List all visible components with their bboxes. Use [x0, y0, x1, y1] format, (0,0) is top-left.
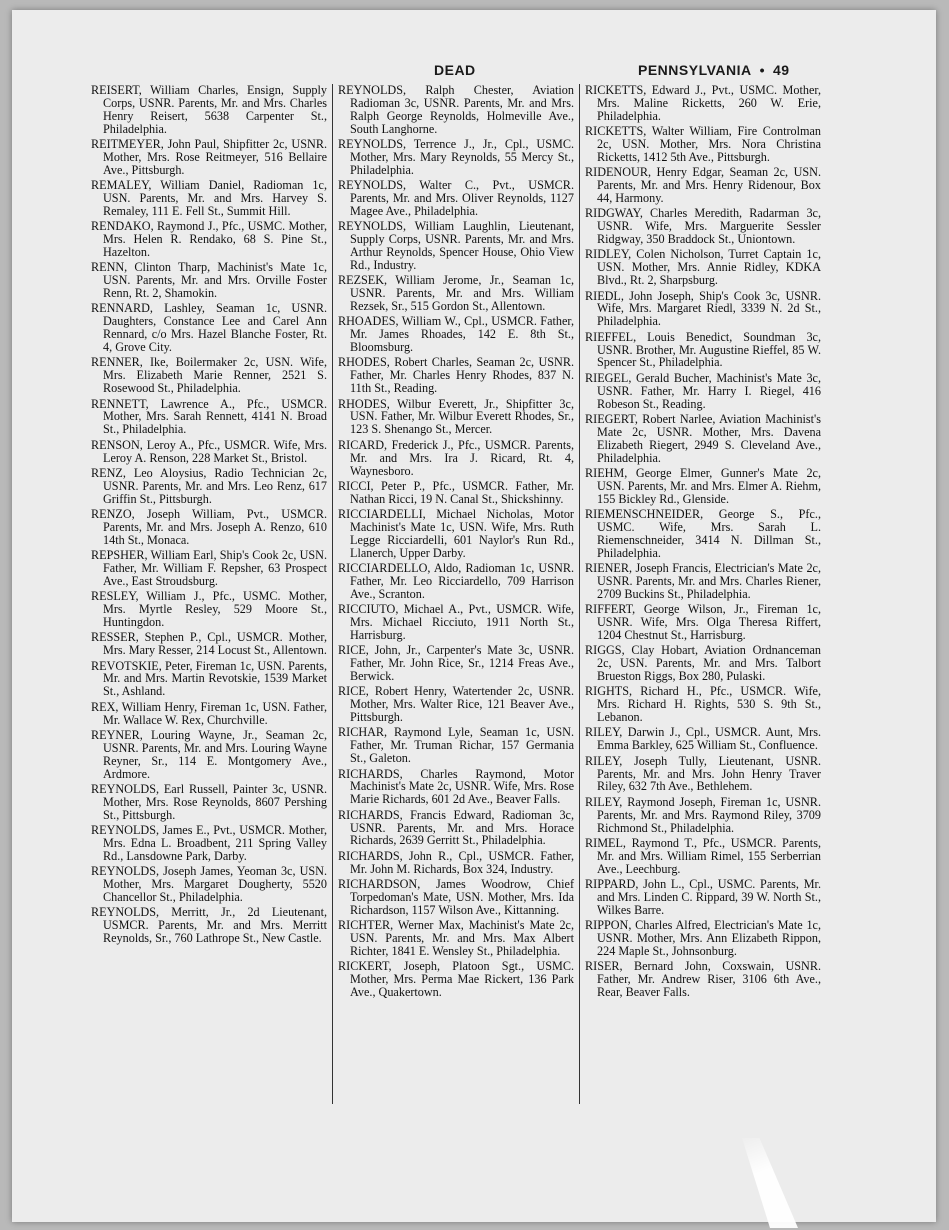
directory-entry: RENDAKO, Raymond J., Pfc., USMC. Mother, Mrs. Helen R. Rendako, 68 S. Pine St., Hazelton. [91, 219, 327, 260]
directory-entry: RICE, John, Jr., Carpenter's Mate 3c, USNR. Father, Mr. John Rice, Sr., 1214 Freas Ave., Berwick. [338, 643, 574, 684]
column-3 [579, 84, 826, 1104]
directory-entry: RICARD, Frederick J., Pfc., USMCR. Parents, Mr. and Mrs. Ira J. Ricard, Rt. 4, Waynesboro. [338, 437, 574, 478]
directory-entry: RICHTER, Werner Max, Machinist's Mate 2c, USN. Parents, Mr. and Mrs. Max Albert Richter, 1841 E. Wensley St., Philadelphia. [338, 918, 574, 958]
directory-entry: RICHARDS, Charles Raymond, Motor Machinist's Mate 2c, USNR. Wife, Mrs. Rose Marie Richards, 601 2d Ave., Beaver Falls. [338, 766, 574, 807]
page-number: 49 [773, 62, 790, 78]
directory-entry: RIEMENSCHNEIDER, George S., Pfc., USMC. Wife, Mrs. Sarah L. Riemenschneider, 3414 N. Dillman St., Philadelphia. [585, 507, 821, 560]
directory-entry: REYNOLDS, William Laughlin, Lieutenant, Supply Corps, USNR. Parents, Mr. and Mrs. Arthur Reynolds, Spencer House, Ohio View Rd., Industry. [338, 219, 574, 272]
directory-entry: RICCIARDELLO, Aldo, Radioman 1c, USNR. Father, Mr. Leo Ricciardello, 709 Harrison Ave., Scranton. [338, 561, 574, 601]
directory-entry: RICHARDS, Francis Edward, Radioman 3c, USNR. Parents, Mr. and Mrs. Horace Richards, 2639 Gerritt St., Philadelphia. [338, 807, 574, 848]
directory-entry: REYNOLDS, Ralph Chester, Aviation Radioman 3c, USNR. Parents, Mr. and Mrs. Ralph George Reynolds, Holmeville Ave., South Langhorne. [338, 84, 574, 136]
directory-entry: RICKETTS, Edward J., Pvt., USMC. Mother, Mrs. Maline Ricketts, 260 W. Erie, Philadelphia. [585, 84, 821, 123]
directory-entry: RIPPON, Charles Alfred, Electrician's Mate 1c, USNR. Mother, Mrs. Ann Elizabeth Rippon, 224 Maple St., Johnsonburg. [585, 918, 821, 958]
directory-entry: RENSON, Leroy A., Pfc., USMCR. Wife, Mrs. Leroy A. Renson, 228 Market St., Bristol. [91, 437, 327, 465]
directory-entry: RIGHTS, Richard H., Pfc., USMCR. Wife, Mrs. Richard H. Rights, 530 S. 9th St., Lebanon. [585, 684, 821, 725]
page-header [0, 58, 949, 82]
directory-entry: RIDLEY, Colen Nicholson, Turret Captain 1c, USN. Mother, Mrs. Annie Ridley, KDKA Blvd., Rt. 2, Sharpsburg. [585, 247, 821, 288]
directory-entry: RENNARD, Lashley, Seaman 1c, USNR. Daughters, Constance Lee and Carel Ann Rennard, c/o Mrs. Hazel Blanche Foster, Rt. 4, Grove City. [91, 301, 327, 355]
directory-entry: RENN, Clinton Tharp, Machinist's Mate 1c, USN. Parents, Mr. and Mrs. Orville Foster Renn, Rt. 2, Shamokin. [91, 260, 327, 301]
directory-entry: RILEY, Darwin J., Cpl., USMCR. Aunt, Mrs. Emma Barkley, 625 William St., Confluence. [585, 725, 821, 753]
directory-entry: RIEFFEL, Louis Benedict, Soundman 3c, USNR. Brother, Mr. Augustine Rieffel, 85 W. Spencer St., Philadelphia. [585, 329, 821, 370]
directory-entry: REYNOLDS, Terrence J., Jr., Cpl., USMC. Mother, Mrs. Mary Reynolds, 55 Mercy St., Philadelphia. [338, 137, 574, 177]
directory-entry: RIFFERT, George Wilson, Jr., Fireman 1c, USNR. Wife, Mrs. Olga Theresa Riffert, 1204 Chestnut St., Harrisburg. [585, 602, 821, 642]
directory-entry: REISERT, William Charles, Ensign, Supply Corps, USNR. Parents, Mr. and Mrs. Charles Henry Reisert, 5638 Carpenter St., Philadelphia. [91, 84, 327, 136]
directory-entry: RIEDL, John Joseph, Ship's Cook 3c, USNR. Wife, Mrs. Margaret Riedl, 3339 N. 2d St., Philadelphia. [585, 288, 821, 329]
directory-entry: REX, William Henry, Fireman 1c, USN. Father, Mr. Wallace W. Rex, Churchville. [91, 699, 327, 727]
directory-entry: RISER, Bernard John, Coxswain, USNR. Father, Mr. Andrew Riser, 3106 6th Ave., Rear, Beaver Falls. [585, 959, 821, 1000]
directory-entry: REITMEYER, John Paul, Shipfitter 2c, USNR. Mother, Mrs. Rose Reitmeyer, 516 Bellaire Ave., Pittsburgh. [91, 137, 327, 177]
directory-entry: RICHARDSON, James Woodrow, Chief Torpedoman's Mate, USN. Mother, Mrs. Ida Richardson, 1157 Wilson Ave., Kittanning. [338, 876, 574, 917]
directory-entry: REYNOLDS, Earl Russell, Painter 3c, USNR. Mother, Mrs. Rose Reynolds, 8607 Pershing St., Pittsburgh. [91, 781, 327, 822]
directory-entry: RICKERT, Joseph, Platoon Sgt., USMC. Mother, Mrs. Perma Mae Rickert, 136 Park Ave., Quakertown. [338, 959, 574, 1000]
directory-entry: REYNOLDS, Merritt, Jr., 2d Lieutenant, USMCR. Parents, Mr. and Mrs. Merritt Reynolds, Sr., 760 Lathrope St., New Castle. [91, 905, 327, 945]
state-name: PENNSYLVANIA [638, 62, 752, 78]
directory-entry: RILEY, Joseph Tully, Lieutenant, USNR. Parents, Mr. and Mrs. John Henry Traver Riley, 632 7th Ave., Bethlehem. [585, 753, 821, 794]
column-2 [332, 84, 579, 1104]
directory-entry: RIENER, Joseph Francis, Electrician's Mate 2c, USNR. Parents, Mr. and Mrs. Charles Riener, 2709 Buckins St., Philadelphia. [585, 561, 821, 601]
directory-entry: RICHAR, Raymond Lyle, Seaman 1c, USN. Father, Mr. Truman Richar, 157 Germania St., Galeton. [338, 725, 574, 766]
directory-entry: REYNOLDS, James E., Pvt., USMCR. Mother, Mrs. Edna L. Broadbent, 211 Spring Valley Rd., Lansdowne Park, Darby. [91, 822, 327, 863]
directory-entry: RESLEY, William J., Pfc., USMC. Mother, Mrs. Myrtle Resley, 529 Moore St., Huntingdon. [91, 589, 327, 630]
directory-entry: RICCIARDELLI, Michael Nicholas, Motor Machinist's Mate 1c, USN. Wife, Mrs. Ruth Legge Ricciardelli, 601 Naylor's Run Rd., Llanerch, Upper Darby. [338, 507, 574, 560]
directory-entry: RIDENOUR, Henry Edgar, Seaman 2c, USN. Parents, Mr. and Mrs. Henry Ridenour, Box 44, Harmony. [585, 165, 821, 206]
state-page-label [638, 62, 790, 78]
directory-entry: RICCI, Peter P., Pfc., USMCR. Father, Mr. Nathan Ricci, 19 N. Canal St., Shickshinny. [338, 478, 574, 506]
directory-entry: REYNOLDS, Joseph James, Yeoman 3c, USN. Mother, Mrs. Margaret Dougherty, 5520 Chancellor St., Philadelphia. [91, 864, 327, 904]
directory-entry: RHOADES, William W., Cpl., USMCR. Father, Mr. James Rhoades, 142 E. 8th St., Bloomsburg. [338, 314, 574, 355]
column-1 [86, 84, 332, 1104]
directory-entry: RICCIUTO, Michael A., Pvt., USMCR. Wife, Mrs. Michael Ricciuto, 1911 North St., Harrisburg. [338, 602, 574, 642]
directory-entry: REYNOLDS, Walter C., Pvt., USMCR. Parents, Mr. and Mrs. Oliver Reynolds, 1127 Magee Ave., Philadelphia. [338, 178, 574, 218]
directory-entry: RICKETTS, Walter William, Fire Controlman 2c, USN. Mother, Mrs. Nora Christina Ricketts, 1412 5th Ave., Pittsburgh. [585, 124, 821, 164]
directory-entry: REMALEY, William Daniel, Radioman 1c, USN. Parents, Mr. and Mrs. Harvey S. Remaley, 111 E. Fell St., Summit Hill. [91, 178, 327, 218]
directory-entry: REZSEK, William Jerome, Jr., Seaman 1c, USNR. Parents, Mr. and Mrs. William Rezsek, Sr., 515 Gordon St., Allentown. [338, 273, 574, 314]
directory-entry: RICE, Robert Henry, Watertender 2c, USNR. Mother, Mrs. Walter Rice, 121 Beaver Ave., Pittsburgh. [338, 684, 574, 725]
directory-entry: RENNER, Ike, Boilermaker 2c, USN. Wife, Mrs. Elizabeth Marie Renner, 2521 S. Rosewood St., Philadelphia. [91, 355, 327, 396]
directory-entry: RILEY, Raymond Joseph, Fireman 1c, USNR. Parents, Mr. and Mrs. Raymond Riley, 3709 Richmond St., Philadelphia. [585, 794, 821, 835]
directory-entry: RIMEL, Raymond T., Pfc., USMCR. Parents, Mr. and Mrs. William Rimel, 155 Serberrian Ave., Leechburg. [585, 835, 821, 876]
separator-dot: • [759, 62, 766, 78]
directory-entry: RIEHM, George Elmer, Gunner's Mate 2c, USN. Parents, Mr. and Mrs. Elmer A. Riehm, 155 Bickley Rd., Glenside. [585, 465, 821, 506]
directory-entry: RHODES, Robert Charles, Seaman 2c, USNR. Father, Mr. Charles Henry Rhodes, 837 N. 11th St., Reading. [338, 355, 574, 396]
directory-entry: RENZO, Joseph William, Pvt., USMCR. Parents, Mr. and Mrs. Joseph A. Renzo, 610 14th St., Monaca. [91, 507, 327, 547]
directory-entry: RIDGWAY, Charles Meredith, Radarman 3c, USNR. Wife, Mrs. Marguerite Sessler Ridgway, 350 Braddock St., Uniontown. [585, 206, 821, 247]
directory-entry: REPSHER, William Earl, Ship's Cook 2c, USN. Father, Mr. William F. Repsher, 63 Prospect Ave., East Stroudsburg. [91, 548, 327, 588]
directory-entry: RHODES, Wilbur Everett, Jr., Shipfitter 3c, USN. Father, Mr. Wilbur Everett Rhodes, Sr., 123 S. Shenango St., Mercer. [338, 396, 574, 437]
directory-entry: RENZ, Leo Aloysius, Radio Technician 2c, USNR. Parents, Mr. and Mrs. Leo Renz, 617 Griffin St., Pittsburgh. [91, 465, 327, 506]
directory-entry: RENNETT, Lawrence A., Pfc., USMCR. Mother, Mrs. Sarah Rennett, 4141 N. Broad St., Philadelphia. [91, 396, 327, 437]
directory-entry: RIPPARD, John L., Cpl., USMC. Parents, Mr. and Mrs. Linden C. Rippard, 39 W. North St., Wilkes Barre. [585, 876, 821, 917]
entry-columns [86, 84, 828, 1104]
directory-entry: REVOTSKIE, Peter, Fireman 1c, USN. Parents, Mr. and Mrs. Martin Revotskie, 1539 Market St., Ashland. [91, 658, 327, 699]
directory-entry: RESSER, Stephen P., Cpl., USMCR. Mother, Mrs. Mary Resser, 214 Locust St., Allentown. [91, 630, 327, 658]
directory-entry: RIGGS, Clay Hobart, Aviation Ordnanceman 2c, USN. Parents, Mr. and Mrs. Talbort Brueston Riggs, Box 280, Pulaski. [585, 643, 821, 684]
directory-entry: REYNER, Louring Wayne, Jr., Seaman 2c, USNR. Parents, Mr. and Mrs. Louring Wayne Reyner, Sr., 114 E. Montgomery Ave., Ardmore. [91, 727, 327, 781]
section-title: DEAD [434, 62, 476, 78]
directory-entry: RICHARDS, John R., Cpl., USMCR. Father, Mr. John M. Richards, Box 324, Industry. [338, 848, 574, 876]
directory-entry: RIEGEL, Gerald Bucher, Machinist's Mate 3c, USNR. Father, Mr. Harry I. Riegel, 416 Robeson St., Reading. [585, 370, 821, 411]
directory-entry: RIEGERT, Robert Narlee, Aviation Machinist's Mate 2c, USNR. Mother, Mrs. Davena Elizabeth Riegert, 2949 S. Cleveland Ave., Philadelphia. [585, 411, 821, 465]
